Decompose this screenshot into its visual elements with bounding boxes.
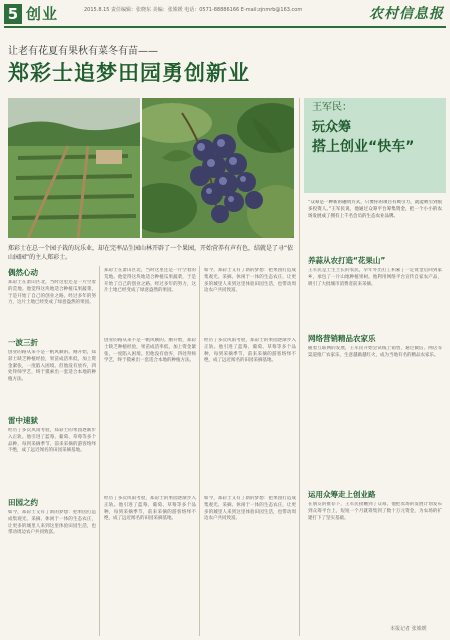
column-title-box	[304, 98, 446, 193]
body-paragraph-1: 郑彩士在萧山区北，当时这里还是一片空着的荒地。他觉得这块地适合种植瓜果蔬菜，于是开始了自己的创业之路。经过多年的努力，这片土地已经变成了绿意盎然的果园。	[8, 280, 96, 306]
sidebar-column	[304, 98, 446, 638]
column-person: 王军民：	[312, 102, 352, 113]
body-paragraph-1b: 郑彩士在萧山区北，当时这里还是一片空着的荒地。他觉得这块地适合种植瓜果蔬菜，于是开始了自己的创业之路。经过多年的努力，这片土地已经变成了绿意盎然的果园。	[104, 268, 196, 294]
header-meta: 2015.8.15 责任编辑：张晓东 美编：张姝媛 电话：0571-88886166 E-mail:zjnmrb@163.com	[84, 7, 303, 13]
body-paragraph-4: 如今，郑彩士又有了新的梦想：把果园打造成集观光、采摘、休闲于一体的生态农庄，让更多的城里人来到这里体验田园生活，也带动周边农户共同致富。	[8, 510, 96, 536]
garden-photo	[8, 98, 140, 238]
column-byline: 本报记者 张姝媛	[390, 626, 427, 632]
article-kicker: 让老有花夏有果秋有菜冬有苗——	[8, 46, 158, 57]
subhead-2: 一波三折	[8, 338, 38, 347]
subhead-4: 田园之约	[8, 498, 38, 507]
column-intro: “众筹是一种新的融资方式，只要你的项目有吸引力，就能吸引到很多投资人。”王军民说，他通过众筹平台筹集资金，把一个小小的农场发展成了拥有上千名会员的生态农业品牌。	[308, 200, 442, 219]
photo-caption: 郑彩士在总一个园子栽的玩乐业，却在完率品生园山林开辟了一个果园，开始营养有声有色，结就是了寻“依山园园”的主人郑彩士。	[8, 245, 294, 261]
body-paragraph-3: 经历了多次风雨考验，郑彩士的果园逐渐步入正轨。他引进了蓝莓、葡萄、草莓等多个品种，每到采摘季节，前来采摘的游客络绎不绝，成了远近闻名的田园采摘基地。	[8, 428, 96, 454]
body-paragraph-2c: 经历了多次风雨考验，郑彩士的果园逐渐步入正轨。他引进了蓝莓、葡萄、草莓等多个品种，每到采摘季节，前来采摘的游客络绎不绝，成了远近闻名的田园采摘基地。	[204, 338, 296, 364]
column-subhead-1: 养蒜从农打造“花果山”	[308, 256, 386, 265]
column-kicker: 玩众筹	[312, 120, 352, 135]
article-headline: 郑彩士追梦田园勇创新业	[8, 61, 250, 85]
column-title: 搭上创业“快车”	[312, 139, 415, 155]
column-divider	[199, 266, 200, 636]
column-divider	[299, 98, 300, 636]
masthead: 农村信息报	[369, 6, 444, 22]
body-paragraph-2: 创业的路从来不是一帆风顺的。刚开始，郑彩士缺乏种植经验，果苗成活率低，加上资金紧张，一度陷入困境。但他没有放弃，四处拜师学艺，终于摸索出一套适合本地的种植方法。	[8, 350, 96, 383]
column-paragraph-2: 随着互联网的发展，王军民开始尝试线上销售，通过微信、网店等渠道推广农家乐，生意越做越红火，成为当地有名的精品农家乐。	[308, 346, 442, 358]
body-paragraph-4c: 如今，郑彩士又有了新的梦想：把果园打造成集观光、采摘、休闲于一体的生态农庄，让更多的城里人来到这里体验田园生活，也带动周边农户共同致富。	[204, 496, 296, 522]
subhead-3: 雷中速狱	[8, 416, 38, 425]
column-paragraph-1: 王军民是土生土长的农民，早年外出打工积累了一定资金后回到家乡，承包了一片山地种植果树。他利用网络平台宣传自家农产品，吸引了大批城市消费者前来采摘。	[308, 268, 442, 287]
body-paragraph-4b: 经历了多次风雨考验，郑彩士的果园逐渐步入正轨。他引进了蓝莓、葡萄、草莓等多个品种，每到采摘季节，前来采摘的游客络绎不绝，成了远近闻名的田园采摘基地。	[104, 496, 196, 522]
page-header	[4, 4, 446, 28]
section-title: 创业	[26, 5, 59, 23]
body-paragraph-2b: 创业的路从来不是一帆风顺的。刚开始，郑彩士缺乏种植经验，果苗成活率低，加上资金紧张，一度陷入困境。但他没有放弃，四处拜师学艺，终于摸索出一套适合本地的种植方法。	[104, 338, 196, 364]
body-paragraph-1c: 如今，郑彩士又有了新的梦想：把果园打造成集观光、采摘、休闲于一体的生态农庄，让更多的城里人来到这里体验田园生活，也带动周边农户共同致富。	[204, 268, 296, 294]
column-subhead-2: 网络营销精品农家乐	[308, 334, 376, 343]
column-divider	[99, 266, 100, 636]
column-subhead-3: 运用众筹走上创业路	[308, 490, 376, 499]
blueberry-photo	[142, 98, 294, 238]
subhead-1: 偶然心动	[8, 268, 38, 277]
column-paragraph-3: 在朋友的推荐下，王军民接触到了众筹。他把农场的发展计划发布到众筹平台上，短短一个月就筹集到了数十万元资金，为农场的扩建打下了坚实基础。	[308, 502, 442, 521]
page-number: 5	[4, 4, 22, 24]
